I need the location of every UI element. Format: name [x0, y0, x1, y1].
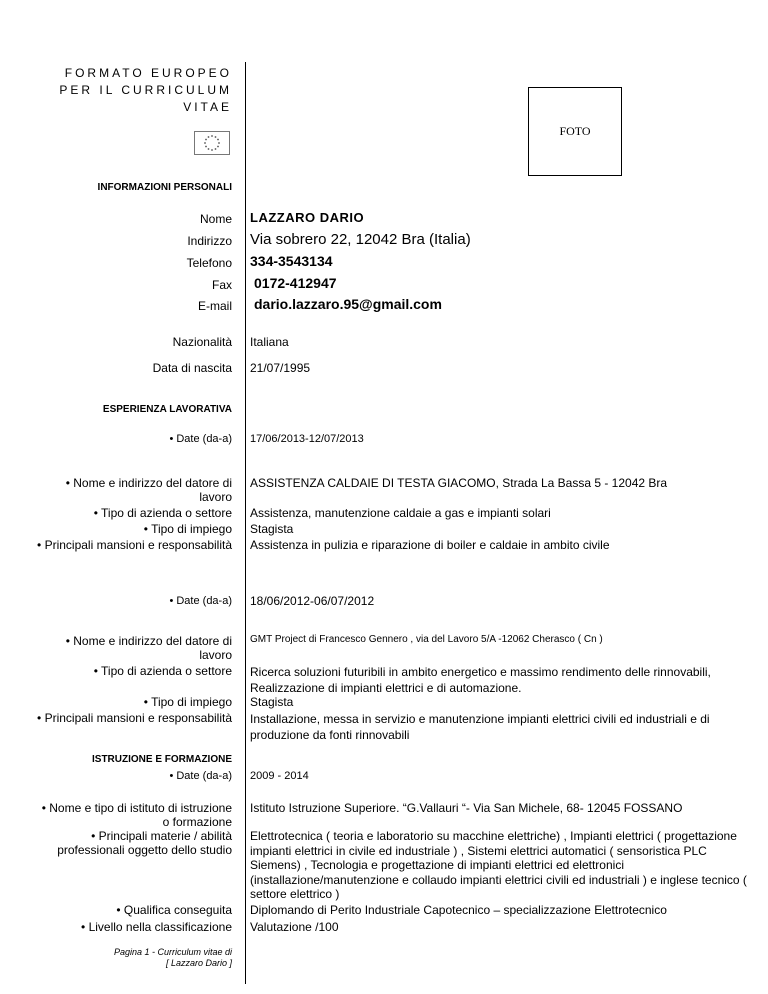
vertical-divider [245, 62, 246, 984]
exp2-duties-label: • Principali mansioni e responsabilità [37, 711, 232, 725]
nome-label: Nome [199, 212, 232, 226]
exp1-employer-label [66, 476, 232, 504]
exp2-duties-value-line1: Installazione, messa in servizio e manutenzione impianti elettrici civili ed industriali e di [250, 712, 710, 726]
exp2-sector-label: • Tipo di azienda o settore [93, 664, 232, 678]
exp1-sector-value: Assistenza, manutenzione caldaie a gas e impianti solari [250, 506, 551, 520]
exp2-duties-value-line2: produzione da fonti rinnovabili [250, 728, 410, 742]
nascita-label: Data di nascita [152, 361, 232, 375]
exp1-duties-value: Assistenza in pulizia e riparazione di boiler e caldaie in ambito civile [250, 538, 610, 552]
eu-flag-logo [194, 131, 230, 155]
exp1-employer-value: ASSISTENZA CALDAIE DI TESTA GIACOMO, Strada La Bassa 5 - 12042 Bra [250, 476, 668, 490]
edu-institute-label-line1: • Nome e tipo di istituto di istruzione [41, 801, 232, 815]
section-title-education: ISTRUZIONE E FORMAZIONE [92, 754, 232, 765]
edu-subjects-line3: Siemens) , Tecnologia e progettazione di impianti elettrici ed elettronici [250, 858, 624, 872]
page-footer [114, 947, 232, 969]
exp2-duties-value [250, 711, 710, 743]
edu-qualification-value: Diplomando di Perito Industriale Capotecnico – specializzazione Elettrotecnico [250, 903, 667, 917]
edu-level-value: Valutazione /100 [250, 920, 339, 934]
exp2-type-value: Stagista [250, 695, 294, 709]
fax-label: Fax [211, 278, 232, 292]
exp1-employer-label-line1: • Nome e indirizzo del datore di [65, 476, 232, 490]
section-title-experience: ESPERIENZA LAVORATIVA [102, 404, 232, 415]
edu-institute-label [42, 801, 232, 829]
section-title-personal: INFORMAZIONI PERSONALI [97, 182, 232, 193]
exp2-sector-value-line2: Realizzazione di impianti elettrici e di automazione. [250, 681, 522, 695]
edu-subjects-label-line1: • Principali materie / abilità [91, 829, 232, 843]
exp1-type-label: • Tipo di impiego [143, 522, 232, 536]
exp1-date-value: 17/06/2013-12/07/2013 [250, 433, 364, 445]
exp2-sector-value-line1: Ricerca soluzioni futuribili in ambito energetico e massimo rendimento delle rinnovabili, [250, 665, 711, 679]
telefono-label: Telefono [186, 256, 232, 270]
edu-subjects-label-line2: professionali oggetto dello studio [57, 843, 232, 857]
exp1-duties-label: • Principali mansioni e responsabilità [37, 538, 232, 552]
exp1-sector-label: • Tipo di azienda o settore [93, 506, 232, 520]
edu-institute-label-line2: o formazione [162, 815, 232, 829]
exp1-date-label: • Date (da-a) [169, 433, 232, 445]
fax-value: 0172-412947 [254, 275, 337, 291]
exp2-employer-label-line1: • Nome e indirizzo del datore di [65, 634, 232, 648]
footer-line2: [ Lazzaro Dario ] [165, 958, 232, 968]
telefono-value: 334-3543134 [250, 253, 333, 269]
cv-title [59, 65, 232, 116]
email-value[interactable]: dario.lazzaro.95@gmail.com [254, 296, 442, 312]
photo-label: FOTO [559, 124, 591, 138]
edu-subjects-line5: settore elettrico ) [250, 887, 340, 901]
exp2-sector-value [250, 664, 711, 696]
edu-qualification-label: • Qualifica conseguita [116, 903, 232, 917]
exp2-date-label: • Date (da-a) [169, 595, 232, 607]
nazionalita-label: Nazionalità [172, 335, 232, 349]
exp2-date-value: 18/06/2012-06/07/2012 [250, 594, 375, 608]
indirizzo-label: Indirizzo [187, 234, 232, 248]
indirizzo-value: Via sobrero 22, 12042 Bra (Italia) [250, 231, 471, 248]
edu-subjects-line2: impianti elettrici in civile ed industriale ) , Sistemi elettrici automatici ( sensoristica PLC [250, 843, 707, 858]
exp1-type-value: Stagista [250, 522, 294, 536]
edu-subjects-line1: Elettrotecnica ( teoria e laboratorio su macchine elettriche) , Impianti elettrici ( progettazione [250, 829, 737, 843]
edu-date-value: 2009 - 2014 [250, 770, 309, 782]
exp2-employer-label-line2: lavoro [199, 648, 232, 662]
edu-date-label: • Date (da-a) [169, 770, 232, 782]
edu-level-label: • Livello nella classificazione [81, 920, 232, 934]
cv-title-line1: FORMATO EUROPEO [64, 66, 232, 80]
edu-subjects-label [57, 829, 232, 857]
photo-placeholder [528, 87, 622, 176]
footer-line1: Pagina 1 - Curriculum vitae di [113, 947, 232, 957]
cv-title-line2: PER IL CURRICULUM [59, 83, 232, 97]
exp2-employer-label [66, 634, 232, 662]
nascita-value: 21/07/1995 [250, 361, 311, 375]
nazionalita-value: Italiana [250, 335, 289, 349]
exp2-type-label: • Tipo di impiego [143, 695, 232, 709]
exp2-employer-value: GMT Project di Francesco Gennero , via del Lavoro 5/A -12062 Cherasco ( Cn ) [250, 634, 603, 645]
email-label: E-mail [197, 299, 232, 313]
edu-subjects-value [250, 829, 747, 902]
edu-subjects-line4: (installazione/manutenzione e collaudo impianti elettrici civili ed industriali ) e inglese tecnico ( [250, 872, 747, 887]
cv-title-line3: VITAE [183, 100, 232, 114]
exp1-employer-label-line2: lavoro [199, 490, 232, 504]
nome-value: LAZZARO DARIO [250, 210, 365, 225]
edu-institute-value: Istituto Istruzione Superiore. “G.Vallauri “- Via San Michele, 68- 12045 FOSSANO [250, 801, 683, 815]
